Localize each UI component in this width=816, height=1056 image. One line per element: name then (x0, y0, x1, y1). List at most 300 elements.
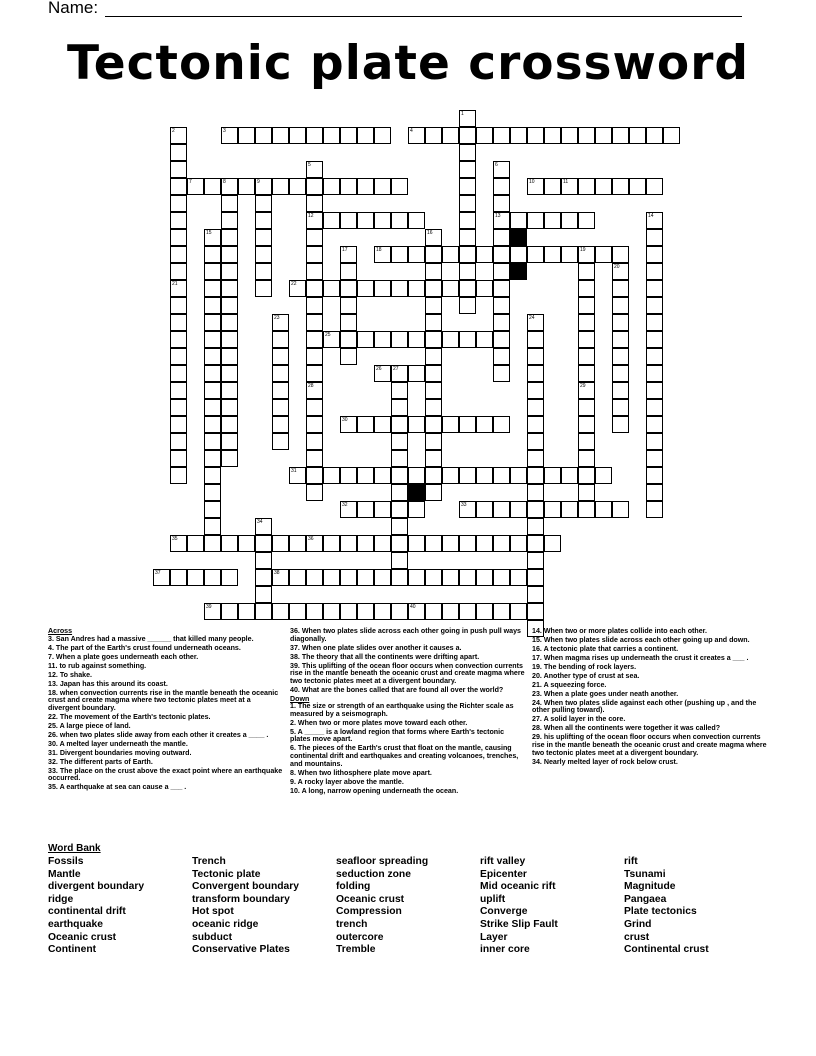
crossword-cell[interactable] (204, 365, 221, 382)
crossword-cell[interactable] (459, 263, 476, 280)
crossword-cell[interactable] (221, 280, 238, 297)
crossword-cell[interactable] (357, 501, 374, 518)
crossword-cell[interactable] (391, 365, 408, 382)
crossword-cell[interactable] (408, 127, 425, 144)
crossword-cell[interactable] (187, 178, 204, 195)
crossword-cell[interactable] (527, 586, 544, 603)
crossword-cell[interactable] (578, 263, 595, 280)
crossword-cell[interactable] (340, 467, 357, 484)
crossword-cell[interactable] (510, 603, 527, 620)
crossword-cell[interactable] (221, 416, 238, 433)
crossword-cell[interactable] (459, 110, 476, 127)
crossword-cell[interactable] (204, 518, 221, 535)
crossword-cell[interactable] (221, 178, 238, 195)
crossword-cell[interactable] (255, 535, 272, 552)
crossword-cell[interactable] (476, 127, 493, 144)
crossword-cell[interactable] (612, 501, 629, 518)
crossword-cell[interactable] (510, 501, 527, 518)
crossword-cell[interactable] (612, 314, 629, 331)
crossword-cell[interactable] (425, 246, 442, 263)
crossword-cell[interactable] (493, 161, 510, 178)
crossword-cell[interactable] (374, 127, 391, 144)
crossword-cell[interactable] (646, 484, 663, 501)
crossword-cell[interactable] (493, 535, 510, 552)
crossword-cell[interactable] (306, 433, 323, 450)
crossword-cell[interactable] (425, 416, 442, 433)
crossword-cell[interactable] (544, 212, 561, 229)
crossword-cell[interactable] (187, 535, 204, 552)
crossword-cell[interactable] (170, 399, 187, 416)
crossword-cell[interactable] (578, 365, 595, 382)
crossword-cell[interactable] (204, 484, 221, 501)
crossword-cell[interactable] (170, 263, 187, 280)
crossword-cell[interactable] (255, 518, 272, 535)
crossword-cell[interactable] (425, 331, 442, 348)
crossword-cell[interactable] (170, 212, 187, 229)
crossword-cell[interactable] (238, 535, 255, 552)
crossword-cell[interactable] (459, 297, 476, 314)
crossword-cell[interactable] (306, 263, 323, 280)
crossword-cell[interactable] (408, 501, 425, 518)
crossword-cell[interactable] (578, 331, 595, 348)
crossword-cell[interactable] (646, 331, 663, 348)
crossword-cell[interactable] (289, 467, 306, 484)
crossword-cell[interactable] (527, 501, 544, 518)
crossword-cell[interactable] (459, 331, 476, 348)
crossword-cell[interactable] (425, 280, 442, 297)
crossword-cell[interactable] (459, 501, 476, 518)
crossword-cell[interactable] (340, 127, 357, 144)
crossword-cell[interactable] (323, 331, 340, 348)
crossword-cell[interactable] (170, 382, 187, 399)
crossword-cell[interactable] (493, 297, 510, 314)
crossword-cell[interactable] (646, 433, 663, 450)
crossword-cell[interactable] (221, 314, 238, 331)
crossword-cell[interactable] (255, 229, 272, 246)
crossword-cell[interactable] (578, 348, 595, 365)
crossword-cell[interactable] (595, 467, 612, 484)
crossword-cell[interactable] (170, 365, 187, 382)
crossword-cell[interactable] (374, 535, 391, 552)
crossword-cell[interactable] (527, 348, 544, 365)
crossword-cell[interactable] (527, 178, 544, 195)
name-input-line[interactable] (105, 16, 742, 17)
crossword-cell[interactable] (612, 382, 629, 399)
crossword-cell[interactable] (340, 416, 357, 433)
crossword-cell[interactable] (340, 501, 357, 518)
crossword-cell[interactable] (306, 229, 323, 246)
crossword-cell[interactable] (527, 518, 544, 535)
crossword-cell[interactable] (340, 569, 357, 586)
crossword-cell[interactable] (646, 127, 663, 144)
crossword-cell[interactable] (340, 331, 357, 348)
crossword-cell[interactable] (391, 552, 408, 569)
crossword-cell[interactable] (612, 178, 629, 195)
crossword-cell[interactable] (646, 314, 663, 331)
crossword-cell[interactable] (391, 280, 408, 297)
crossword-cell[interactable] (357, 467, 374, 484)
crossword-cell[interactable] (170, 348, 187, 365)
crossword-cell[interactable] (204, 450, 221, 467)
crossword-cell[interactable] (272, 535, 289, 552)
crossword-cell[interactable] (578, 297, 595, 314)
crossword-cell[interactable] (374, 280, 391, 297)
crossword-cell[interactable] (595, 178, 612, 195)
crossword-cell[interactable] (170, 450, 187, 467)
crossword-cell[interactable] (272, 365, 289, 382)
crossword-cell[interactable] (476, 416, 493, 433)
crossword-cell[interactable] (425, 229, 442, 246)
crossword-cell[interactable] (255, 195, 272, 212)
crossword-cell[interactable] (578, 450, 595, 467)
crossword-cell[interactable] (374, 246, 391, 263)
crossword-cell[interactable] (221, 246, 238, 263)
crossword-cell[interactable] (612, 246, 629, 263)
crossword-cell[interactable] (629, 127, 646, 144)
crossword-cell[interactable] (612, 331, 629, 348)
crossword-cell[interactable] (238, 178, 255, 195)
crossword-cell[interactable] (612, 297, 629, 314)
crossword-cell[interactable] (459, 212, 476, 229)
crossword-cell[interactable] (221, 212, 238, 229)
crossword-cell[interactable] (170, 280, 187, 297)
crossword-cell[interactable] (391, 484, 408, 501)
crossword-cell[interactable] (170, 535, 187, 552)
crossword-cell[interactable] (646, 297, 663, 314)
crossword-cell[interactable] (459, 569, 476, 586)
crossword-cell[interactable] (391, 416, 408, 433)
crossword-cell[interactable] (459, 280, 476, 297)
crossword-cell[interactable] (493, 569, 510, 586)
crossword-cell[interactable] (255, 603, 272, 620)
crossword-cell[interactable] (272, 569, 289, 586)
crossword-cell[interactable] (527, 569, 544, 586)
crossword-cell[interactable] (442, 467, 459, 484)
crossword-cell[interactable] (527, 246, 544, 263)
crossword-cell[interactable] (221, 535, 238, 552)
crossword-cell[interactable] (255, 212, 272, 229)
crossword-cell[interactable] (374, 212, 391, 229)
crossword-cell[interactable] (561, 178, 578, 195)
crossword-cell[interactable] (476, 246, 493, 263)
crossword-cell[interactable] (323, 535, 340, 552)
crossword-cell[interactable] (459, 161, 476, 178)
crossword-cell[interactable] (255, 127, 272, 144)
crossword-cell[interactable] (391, 331, 408, 348)
crossword-cell[interactable] (612, 127, 629, 144)
crossword-cell[interactable] (408, 603, 425, 620)
crossword-cell[interactable] (323, 603, 340, 620)
crossword-cell[interactable] (493, 603, 510, 620)
crossword-cell[interactable] (527, 467, 544, 484)
crossword-cell[interactable] (425, 535, 442, 552)
crossword-cell[interactable] (391, 450, 408, 467)
crossword-cell[interactable] (306, 178, 323, 195)
crossword-cell[interactable] (391, 382, 408, 399)
crossword-cell[interactable] (391, 178, 408, 195)
crossword-cell[interactable] (578, 399, 595, 416)
crossword-cell[interactable] (646, 229, 663, 246)
crossword-cell[interactable] (374, 603, 391, 620)
crossword-cell[interactable] (578, 467, 595, 484)
crossword-cell[interactable] (204, 348, 221, 365)
crossword-cell[interactable] (646, 450, 663, 467)
crossword-cell[interactable] (459, 178, 476, 195)
crossword-cell[interactable] (561, 127, 578, 144)
crossword-cell[interactable] (340, 535, 357, 552)
crossword-cell[interactable] (340, 212, 357, 229)
crossword-cell[interactable] (493, 467, 510, 484)
crossword-cell[interactable] (544, 535, 561, 552)
crossword-cell[interactable] (323, 127, 340, 144)
crossword-cell[interactable] (374, 178, 391, 195)
crossword-cell[interactable] (221, 297, 238, 314)
crossword-cell[interactable] (357, 178, 374, 195)
crossword-cell[interactable] (272, 416, 289, 433)
crossword-cell[interactable] (272, 603, 289, 620)
crossword-cell[interactable] (306, 399, 323, 416)
crossword-cell[interactable] (357, 416, 374, 433)
crossword-cell[interactable] (391, 246, 408, 263)
crossword-cell[interactable] (527, 365, 544, 382)
crossword-cell[interactable] (255, 569, 272, 586)
crossword-cell[interactable] (306, 297, 323, 314)
crossword-cell[interactable] (272, 314, 289, 331)
crossword-cell[interactable] (646, 348, 663, 365)
crossword-cell[interactable] (442, 246, 459, 263)
crossword-cell[interactable] (527, 416, 544, 433)
crossword-cell[interactable] (272, 178, 289, 195)
crossword-cell[interactable] (306, 535, 323, 552)
crossword-cell[interactable] (391, 399, 408, 416)
crossword-cell[interactable] (544, 127, 561, 144)
crossword-cell[interactable] (578, 484, 595, 501)
crossword-cell[interactable] (204, 569, 221, 586)
crossword-cell[interactable] (561, 467, 578, 484)
crossword-cell[interactable] (170, 246, 187, 263)
crossword-cell[interactable] (442, 331, 459, 348)
crossword-cell[interactable] (204, 297, 221, 314)
crossword-cell[interactable] (527, 450, 544, 467)
crossword-cell[interactable] (170, 127, 187, 144)
crossword-cell[interactable] (170, 195, 187, 212)
crossword-cell[interactable] (221, 127, 238, 144)
crossword-cell[interactable] (527, 552, 544, 569)
crossword-cell[interactable] (493, 246, 510, 263)
crossword-cell[interactable] (408, 569, 425, 586)
crossword-cell[interactable] (408, 246, 425, 263)
crossword-cell[interactable] (340, 178, 357, 195)
crossword-cell[interactable] (272, 348, 289, 365)
crossword-cell[interactable] (493, 195, 510, 212)
crossword-cell[interactable] (204, 433, 221, 450)
crossword-cell[interactable] (476, 569, 493, 586)
crossword-cell[interactable] (357, 127, 374, 144)
crossword-cell[interactable] (442, 535, 459, 552)
crossword-cell[interactable] (510, 246, 527, 263)
crossword-cell[interactable] (221, 331, 238, 348)
crossword-cell[interactable] (646, 212, 663, 229)
crossword-cell[interactable] (425, 365, 442, 382)
crossword-cell[interactable] (306, 382, 323, 399)
crossword-cell[interactable] (646, 246, 663, 263)
crossword-cell[interactable] (323, 280, 340, 297)
crossword-cell[interactable] (272, 399, 289, 416)
crossword-cell[interactable] (340, 280, 357, 297)
crossword-cell[interactable] (510, 467, 527, 484)
crossword-cell[interactable] (612, 263, 629, 280)
crossword-cell[interactable] (493, 229, 510, 246)
crossword-cell[interactable] (204, 263, 221, 280)
crossword-cell[interactable] (306, 484, 323, 501)
crossword-cell[interactable] (204, 331, 221, 348)
crossword-cell[interactable] (204, 467, 221, 484)
crossword-cell[interactable] (578, 501, 595, 518)
crossword-cell[interactable] (408, 535, 425, 552)
crossword-cell[interactable] (578, 127, 595, 144)
crossword-cell[interactable] (595, 246, 612, 263)
crossword-cell[interactable] (255, 263, 272, 280)
crossword-cell[interactable] (306, 450, 323, 467)
crossword-cell[interactable] (357, 280, 374, 297)
crossword-cell[interactable] (204, 501, 221, 518)
crossword-cell[interactable] (289, 535, 306, 552)
crossword-cell[interactable] (527, 484, 544, 501)
crossword-cell[interactable] (204, 535, 221, 552)
crossword-cell[interactable] (442, 416, 459, 433)
crossword-cell[interactable] (204, 280, 221, 297)
crossword-cell[interactable] (221, 603, 238, 620)
crossword-cell[interactable] (493, 416, 510, 433)
crossword-cell[interactable] (510, 569, 527, 586)
crossword-cell[interactable] (646, 467, 663, 484)
crossword-cell[interactable] (170, 416, 187, 433)
crossword-cell[interactable] (459, 144, 476, 161)
crossword-cell[interactable] (612, 348, 629, 365)
crossword-cell[interactable] (221, 382, 238, 399)
crossword-cell[interactable] (340, 314, 357, 331)
crossword-cell[interactable] (493, 314, 510, 331)
crossword-cell[interactable] (306, 416, 323, 433)
crossword-cell[interactable] (357, 331, 374, 348)
crossword-cell[interactable] (425, 603, 442, 620)
crossword-cell[interactable] (425, 433, 442, 450)
crossword-cell[interactable] (527, 127, 544, 144)
crossword-cell[interactable] (459, 195, 476, 212)
crossword-cell[interactable] (306, 195, 323, 212)
crossword-cell[interactable] (646, 263, 663, 280)
crossword-cell[interactable] (425, 297, 442, 314)
crossword-cell[interactable] (272, 382, 289, 399)
crossword-cell[interactable] (391, 569, 408, 586)
crossword-cell[interactable] (425, 314, 442, 331)
crossword-cell[interactable] (187, 569, 204, 586)
crossword-cell[interactable] (425, 484, 442, 501)
crossword-cell[interactable] (357, 569, 374, 586)
crossword-cell[interactable] (578, 246, 595, 263)
crossword-cell[interactable] (391, 467, 408, 484)
crossword-cell[interactable] (391, 518, 408, 535)
crossword-cell[interactable] (170, 161, 187, 178)
crossword-cell[interactable] (646, 416, 663, 433)
crossword-cell[interactable] (425, 467, 442, 484)
crossword-cell[interactable] (544, 246, 561, 263)
crossword-cell[interactable] (510, 212, 527, 229)
crossword-cell[interactable] (170, 178, 187, 195)
crossword-cell[interactable] (612, 365, 629, 382)
crossword-cell[interactable] (578, 433, 595, 450)
crossword-cell[interactable] (306, 331, 323, 348)
crossword-cell[interactable] (527, 314, 544, 331)
crossword-cell[interactable] (374, 416, 391, 433)
crossword-cell[interactable] (527, 433, 544, 450)
crossword-cell[interactable] (493, 127, 510, 144)
crossword-cell[interactable] (170, 297, 187, 314)
crossword-cell[interactable] (425, 382, 442, 399)
crossword-cell[interactable] (646, 399, 663, 416)
crossword-cell[interactable] (629, 178, 646, 195)
crossword-cell[interactable] (204, 399, 221, 416)
crossword-cell[interactable] (170, 229, 187, 246)
crossword-cell[interactable] (357, 212, 374, 229)
crossword-cell[interactable] (527, 603, 544, 620)
crossword-cell[interactable] (374, 467, 391, 484)
crossword-cell[interactable] (374, 331, 391, 348)
crossword-cell[interactable] (391, 212, 408, 229)
crossword-cell[interactable] (221, 569, 238, 586)
crossword-cell[interactable] (459, 416, 476, 433)
crossword-cell[interactable] (306, 280, 323, 297)
crossword-cell[interactable] (646, 501, 663, 518)
crossword-cell[interactable] (306, 212, 323, 229)
crossword-cell[interactable] (306, 365, 323, 382)
crossword-cell[interactable] (238, 603, 255, 620)
crossword-cell[interactable] (374, 501, 391, 518)
crossword-cell[interactable] (595, 501, 612, 518)
crossword-cell[interactable] (527, 331, 544, 348)
crossword-cell[interactable] (544, 178, 561, 195)
crossword-cell[interactable] (170, 144, 187, 161)
crossword-cell[interactable] (238, 127, 255, 144)
crossword-cell[interactable] (578, 382, 595, 399)
crossword-cell[interactable] (289, 603, 306, 620)
crossword-cell[interactable] (204, 229, 221, 246)
crossword-cell[interactable] (527, 399, 544, 416)
crossword-cell[interactable] (476, 501, 493, 518)
crossword-cell[interactable] (204, 603, 221, 620)
crossword-cell[interactable] (663, 127, 680, 144)
crossword-cell[interactable] (204, 314, 221, 331)
crossword-cell[interactable] (204, 246, 221, 263)
crossword-cell[interactable] (459, 603, 476, 620)
crossword-cell[interactable] (408, 416, 425, 433)
crossword-cell[interactable] (510, 127, 527, 144)
crossword-cell[interactable] (527, 382, 544, 399)
crossword-cell[interactable] (323, 178, 340, 195)
crossword-cell[interactable] (306, 314, 323, 331)
crossword-cell[interactable] (459, 467, 476, 484)
crossword-cell[interactable] (391, 603, 408, 620)
crossword-cell[interactable] (221, 195, 238, 212)
crossword-cell[interactable] (408, 467, 425, 484)
crossword-cell[interactable] (442, 603, 459, 620)
crossword-cell[interactable] (221, 348, 238, 365)
crossword-cell[interactable] (527, 212, 544, 229)
crossword-cell[interactable] (255, 246, 272, 263)
crossword-cell[interactable] (340, 263, 357, 280)
crossword-cell[interactable] (391, 535, 408, 552)
crossword-cell[interactable] (255, 178, 272, 195)
